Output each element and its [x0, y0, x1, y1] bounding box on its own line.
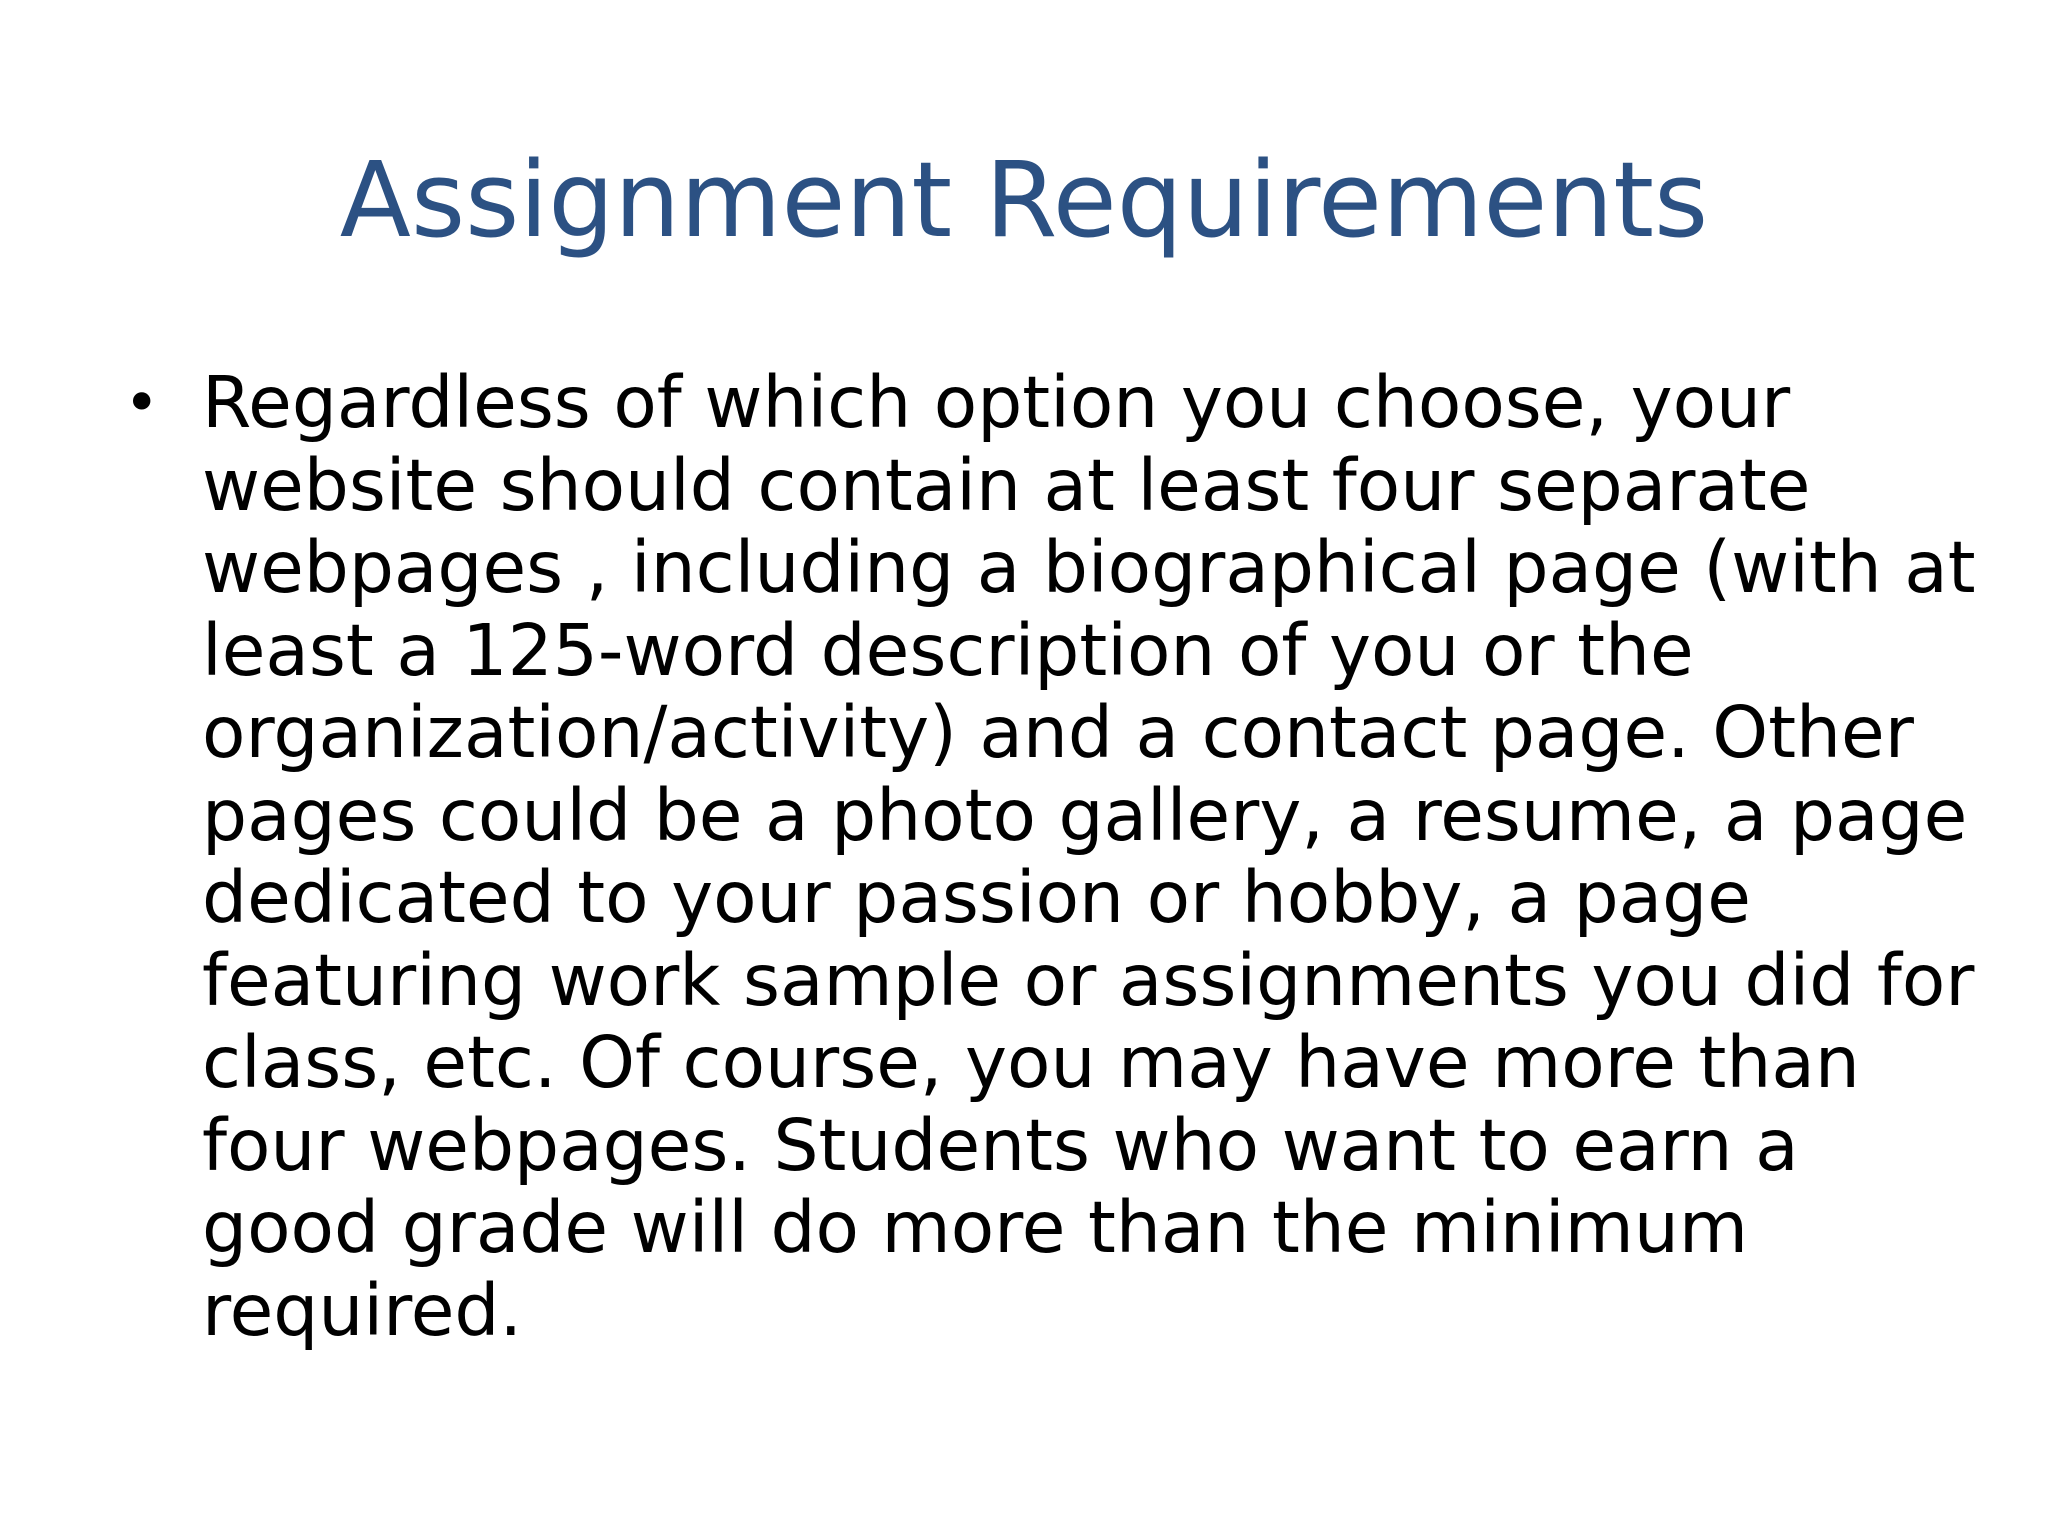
- bullet-list: [118, 361, 1976, 1352]
- bullet-text-line: good grade will do more than the minimum: [202, 1186, 1748, 1269]
- bullet-text-line: class, etc. Of course, you may have more than: [202, 1021, 1860, 1104]
- bullet-text-line: website should contain at least four separate: [202, 443, 1811, 527]
- bullet-text-line: Regardless of which option you choose, your: [202, 361, 1791, 444]
- bullet-dot-icon: •: [124, 368, 160, 438]
- bullet-text-line: four webpages. Students who want to earn a: [202, 1103, 1799, 1187]
- bullet-text-line: least a 125-word description of you or the: [202, 608, 1694, 692]
- bullet-text-line: webpages , including a biographical page (with at: [202, 526, 1976, 609]
- bullet-text-line: dedicated to your passion or hobby, a page: [202, 856, 1751, 939]
- bullet-text-line: featuring work sample or assignments you did for: [202, 938, 1975, 1022]
- bullet-text-line: pages could be a photo gallery, a resume, a page: [202, 773, 1968, 857]
- slide-title: Assignment Requirements: [339, 139, 1709, 261]
- bullet-item: [118, 361, 1976, 1352]
- bullet-text-line: organization/activity) and a contact page. Other: [202, 691, 1914, 774]
- bullet-text-line: required.: [202, 1268, 523, 1352]
